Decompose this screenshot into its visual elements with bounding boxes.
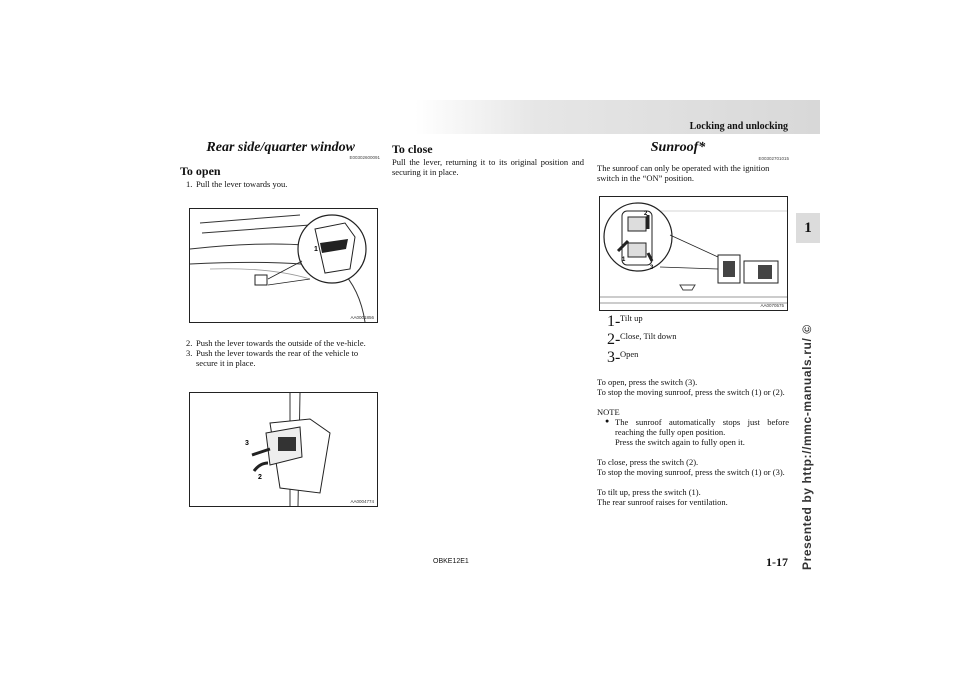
section-title: Locking and unlocking xyxy=(689,121,788,132)
step-1: 1. Pull the lever towards you. xyxy=(186,179,288,189)
sunroof-body xyxy=(597,313,789,507)
callout-2: 2 xyxy=(258,474,262,481)
callout-sunroof-2: 2 xyxy=(644,211,648,217)
step-2: 2. Push the lever towards the outside of the ve-hicle. xyxy=(186,338,366,348)
figure-sunroof-switch xyxy=(599,196,788,311)
figure-1-id: AA0001856 xyxy=(350,315,374,320)
vent-text: The rear sunroof raises for ventilation. xyxy=(597,497,728,507)
note-label: NOTE xyxy=(597,407,620,417)
to-open-heading: To open xyxy=(180,164,221,178)
footer-code: OBKE12E1 xyxy=(433,558,469,565)
sunroof-section xyxy=(597,140,789,183)
callout-sunroof-1: 1 xyxy=(622,257,626,263)
bullet-icon: ● xyxy=(605,417,610,425)
note-item: ● The sunroof automatically stops just before reaching the fully open position. Press the switch again to fully open it. xyxy=(605,417,789,447)
legend-item: 2- Close, Tilt down xyxy=(607,331,677,348)
figure-lever-push xyxy=(189,392,378,507)
rear-window-title: Rear side/quarter window xyxy=(206,140,355,155)
sunroof-switch-illustration xyxy=(600,197,787,310)
chapter-tab: 1 xyxy=(796,213,820,243)
open-text: To open, press the switch (3). xyxy=(597,377,698,387)
sunroof-code: E00302701015 xyxy=(758,156,789,161)
watermark: Presented by http://mmc-manuals.ru/ © xyxy=(800,324,814,570)
lever-push-illustration xyxy=(190,393,377,506)
rear-window-code: E00302600091 xyxy=(349,155,380,160)
close-text: To close, press the switch (2). xyxy=(597,457,699,467)
callout-3: 3 xyxy=(245,440,249,447)
figure-2-id: AA0004774 xyxy=(350,499,374,504)
to-close-text: Pull the lever, returning it to its original position and securing it in place. xyxy=(392,157,584,177)
callout-1: 1 xyxy=(314,246,318,253)
callout-sunroof-3: 3 xyxy=(650,265,654,271)
legend-item: 3- Open xyxy=(607,349,639,366)
steps-2-3 xyxy=(186,338,380,368)
figure-lever-pull xyxy=(189,208,378,323)
sunroof-intro: The sunroof can only be operated with the ignition switch in the “ON” position. xyxy=(597,163,770,183)
page-number: 1-17 xyxy=(766,555,788,569)
to-close-heading: To close xyxy=(392,142,433,156)
tilt-text: To tilt up, press the switch (1). xyxy=(597,487,701,497)
step-3: 3. Push the lever towards the rear of the vehicle to secure it in place. xyxy=(186,348,359,368)
to-close-section xyxy=(392,142,584,177)
sunroof-legend xyxy=(607,313,789,367)
stop-text-2: To stop the moving sunroof, press the switch (1) or (3). xyxy=(597,467,785,477)
sunroof-title: Sunroof* xyxy=(650,140,706,155)
stop-text-1: To stop the moving sunroof, press the switch (1) or (2). xyxy=(597,387,785,397)
lever-pull-illustration xyxy=(190,209,377,322)
figure-3-id: AA0070575 xyxy=(760,303,784,308)
rear-window-section xyxy=(180,140,380,189)
legend-item: 1- Tilt up xyxy=(607,313,643,330)
